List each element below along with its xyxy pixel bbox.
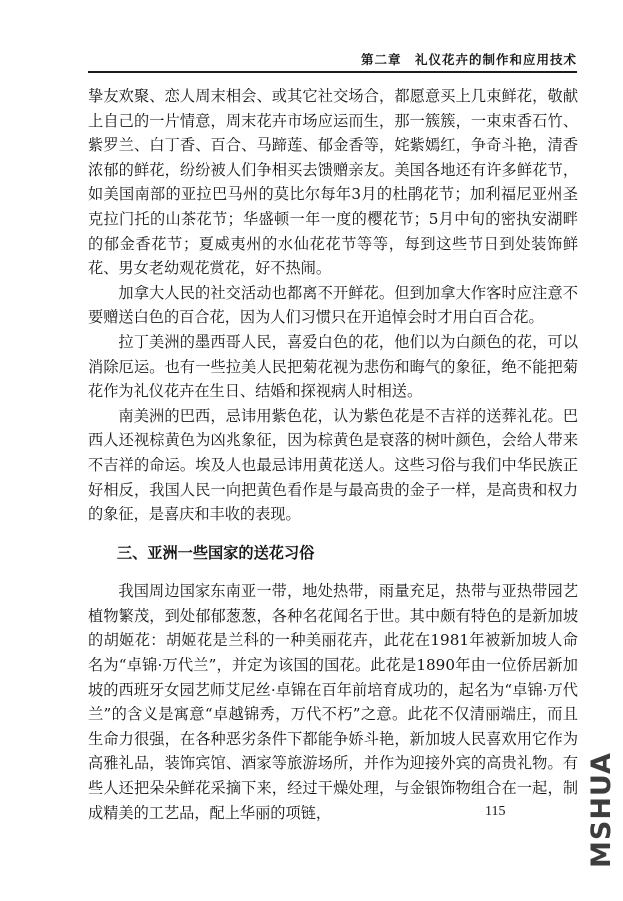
header-rule xyxy=(88,71,577,73)
paragraph-5: 我国周边国家东南亚一带，地处热带，雨量充足，热带与亚热带园艺植物繁茂，到处郁郁葱葱，各种名花闻名于世。其中颇有特色的是新加坡的胡姬花：胡姬花是兰科的一种美丽花卉，此花在1981年被新加坡人命名为“卓锦·万代兰”，并定为该国的国花。此花是1890年由一位侨居新加坡的西班牙女园艺师艾尼丝·卓锦在百年前培育成功的，起名为“卓锦·万代兰”的含义是寓意“卓越锦秀，万代不朽”之意。此花不仅清丽端庄，而且生命力很强，在各种恶劣条件下都能争娇斗艳，新加坡人民喜欢用它作为高雅礼品，装饰宾馆、酒家等旅游场所，并作为迎接外宾的高贵礼物。有些人还把朵朵鲜花采摘下来，经过干燥处理，与金银饰物组合在一起，制成精美的工艺品，配上华丽的项链， xyxy=(88,582,578,822)
paragraph-1: 挚友欢聚、恋人周末相会、或其它社交场合，都愿意买上几束鲜花，敬献上自己的一片情意，周末花卉市场应运而生，那一簇簇，一束束香石竹、紫罗兰、白丁香、百合、马蹄莲、郁金香等，姹紫嫣红，争奇斗艳，清香浓郁的鲜花，纷纷被人们争相买去馈赠亲友。美国各地还有许多鲜花节，如美国南部的亚拉巴马州的莫比尔每年3月的杜鹃花节；加利福尼亚州圣克拉门托的山茶花节；华盛顿一年一度的樱花节；5月中旬的密执安湖畔的郁金香花节；夏威夷州的水仙花花节等等，每到这些节日到处装饰鲜花、男女老幼观花赏花，好不热闹。 xyxy=(88,87,578,278)
section-heading: 三、亚洲一些国家的送花习俗 xyxy=(116,543,315,562)
page-number: 115 xyxy=(485,804,506,819)
paragraph-2: 加拿大人民的社交活动也都离不开鲜花。但到加拿大作客时应注意不要赠送白色的百合花，因为人们习惯只在开追悼会时才用白百合花。 xyxy=(88,283,578,327)
running-header: 第二章 礼仪花卉的制作和应用技术 xyxy=(360,52,577,67)
paragraph-4: 南美洲的巴西，忌讳用紫色花，认为紫色花是不吉祥的送葬礼花。巴西人还视棕黄色为凶兆象征，因为棕黄色是衰落的树叶颜色，会给人带来不吉祥的命运。埃及人也最忌讳用黄花送人。这些习俗与我们中华民族正好相反，我国人民一向把黄色看作是与最高贵的金子一样，是高贵和权力的象征，是喜庆和丰收的表现。 xyxy=(88,406,578,524)
watermark-logo: MSHUA xyxy=(586,752,617,868)
paragraph-3: 拉丁美洲的墨西哥人民，喜爱白色的花，他们以为白颜色的花，可以消除厄运。也有一些拉美人民把菊花视为悲伤和晦气的象征，绝不能把菊花作为礼仪花卉在生日、结婚和探视病人时相送。 xyxy=(88,332,578,401)
page-body xyxy=(88,84,578,825)
